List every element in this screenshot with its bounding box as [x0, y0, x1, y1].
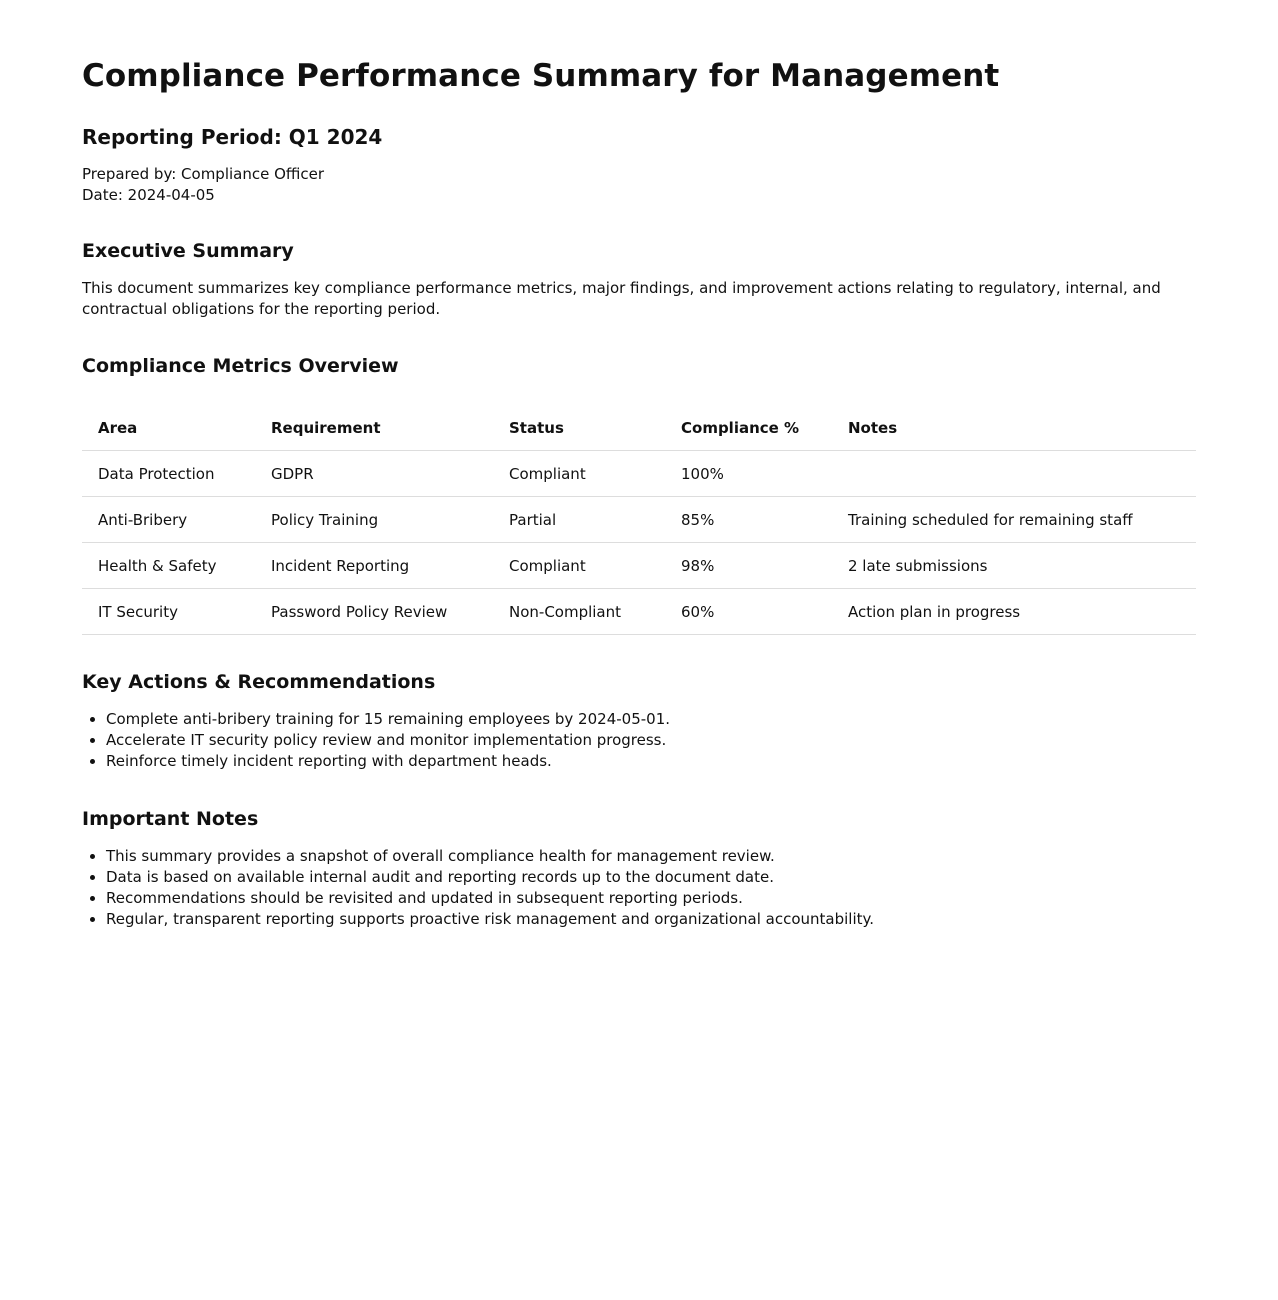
metrics-heading: Compliance Metrics Overview [82, 355, 399, 377]
actions-list [82, 709, 1196, 772]
list-item: • Complete anti-bribery training for 15 remaining employees by 2024-05-01. [106, 709, 1196, 730]
reporting-period: Reporting Period: Q1 2024 [82, 125, 383, 149]
actions-heading: Key Actions & Recommendations [82, 671, 436, 693]
cell-requirement: GDPR [255, 451, 493, 497]
cell-area: Data Protection [82, 451, 255, 497]
cell-requirement: Password Policy Review [255, 589, 493, 635]
cell-compliance-pct: 98% [665, 543, 832, 589]
cell-compliance-pct: 60% [665, 589, 832, 635]
cell-status: Compliant [493, 451, 665, 497]
cell-compliance-pct: 85% [665, 497, 832, 543]
cell-notes [832, 451, 1196, 497]
cell-compliance-pct: 100% [665, 451, 832, 497]
column-header-notes: Notes [832, 405, 1196, 451]
document-date: Date: 2024-04-05 [82, 186, 215, 204]
cell-area: Anti-Bribery [82, 497, 255, 543]
list-item: • Accelerate IT security policy review and monitor implementation progress. [106, 730, 1196, 751]
prepared-by: Prepared by: Compliance Officer [82, 165, 325, 183]
page-title: Compliance Performance Summary for Management [82, 58, 1000, 94]
cell-requirement: Incident Reporting [255, 543, 493, 589]
list-item: • Recommendations should be revisited and updated in subsequent reporting periods. [106, 888, 1196, 909]
cell-notes: 2 late submissions [832, 543, 1196, 589]
table-row [82, 543, 1196, 589]
metrics-table [82, 405, 1196, 635]
list-item: • This summary provides a snapshot of overall compliance health for management review. [106, 846, 1196, 867]
list-item: • Data is based on available internal audit and reporting records up to the document date. [106, 867, 1196, 888]
column-header-area: Area [82, 405, 255, 451]
table-row [82, 451, 1196, 497]
cell-notes: Training scheduled for remaining staff [832, 497, 1196, 543]
executive-summary-text: This document summarizes key compliance performance metrics, major findings, and improvement actions relating to regulatory, internal, and contractual obligations for the reporting period. [82, 279, 1161, 318]
table-row [82, 589, 1196, 635]
table-header-row [82, 405, 1196, 451]
document-meta [82, 164, 1196, 206]
executive-summary-heading: Executive Summary [82, 240, 294, 262]
list-item: • Reinforce timely incident reporting with department heads. [106, 751, 1196, 772]
cell-status: Partial [493, 497, 665, 543]
notes-list [82, 846, 1196, 930]
cell-status: Non-Compliant [493, 589, 665, 635]
table-row [82, 497, 1196, 543]
cell-area: Health & Safety [82, 543, 255, 589]
cell-notes: Action plan in progress [832, 589, 1196, 635]
column-header-requirement: Requirement [255, 405, 493, 451]
cell-area: IT Security [82, 589, 255, 635]
cell-requirement: Policy Training [255, 497, 493, 543]
list-item: • Regular, transparent reporting supports proactive risk management and organizational accountability. [106, 909, 1196, 930]
notes-heading: Important Notes [82, 808, 259, 830]
column-header-compliance-pct: Compliance % [665, 405, 832, 451]
cell-status: Compliant [493, 543, 665, 589]
column-header-status: Status [493, 405, 665, 451]
